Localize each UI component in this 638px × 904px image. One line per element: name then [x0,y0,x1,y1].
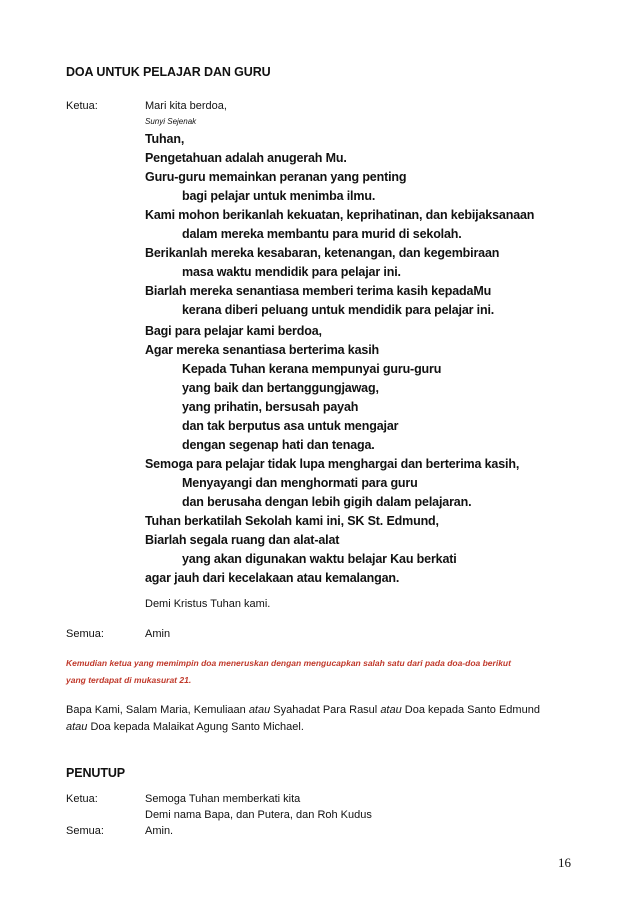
prayer-options-line-1 [66,704,540,716]
semua-response: Amin [145,628,171,640]
prayer-line: Guru-guru memainkan peranan yang penting [145,170,407,184]
prayer-line: dan tak berputus asa untuk mengajar [182,419,399,433]
prayer-options-text: Syahadat Para Rasul [270,704,381,716]
closing-section-title: PENUTUP [66,766,126,780]
prayer-line: Berikanlah mereka kesabaran, ketenangan, dan kegembiraan [145,246,500,260]
prayer-line: Biarlah mereka senantiasa memberi terima kasih kepadaMu [145,284,492,298]
prayer-line: kerana diberi peluang untuk mendidik para pelajar ini. [182,303,495,317]
prayer-options-line-2 [66,721,304,733]
penutup-ketua-line-1: Semoga Tuhan memberkati kita [145,793,301,805]
or-word: atau [380,704,402,716]
prayer-line: Semoga para pelajar tidak lupa menghargai dan berterima kasih, [145,457,520,471]
penutup-semua-response: Amin. [145,825,174,837]
prayer-line: Biarlah segala ruang dan alat-alat [145,533,340,547]
ketua-label: Ketua: [66,100,98,112]
prayer-line: dan berusaha dengan lebih gigih dalam pelajaran. [182,495,472,509]
penutup-semua-label: Semua: [66,825,104,837]
prayer-line: Menyayangi dan menghormati para guru [182,476,418,490]
prayer-options-text: Doa kepada Santo Edmund [401,704,540,716]
page-number: 16 [558,855,571,870]
penutup-ketua-line-2: Demi nama Bapa, dan Putera, dan Roh Kudus [145,809,372,821]
instruction-note-line-1: Kemudian ketua yang memimpin doa meneruskan dengan mengucapkan salah satu dari pada doa-doa berikut [66,658,511,668]
prayer-line: Tuhan, [145,132,185,146]
prayer-line: Tuhan berkatilah Sekolah kami ini, SK St. Edmund, [145,514,439,528]
prayer-line: yang baik dan bertanggungjawag, [182,381,379,395]
or-word: atau [66,721,88,733]
page-title: DOA UNTUK PELAJAR DAN GURU [66,65,271,79]
ketua-intro: Mari kita berdoa, [145,100,227,112]
prayer-options-text: Doa kepada Malaikat Agung Santo Michael. [87,721,304,733]
penutup-ketua-label: Ketua: [66,793,98,805]
prayer-line: dengan segenap hati dan tenaga. [182,438,375,452]
or-word: atau [248,704,271,716]
prayer-line: Kepada Tuhan kerana mempunyai guru-guru [182,362,442,376]
prayer-line: masa waktu mendidik para pelajar ini. [182,265,401,279]
instruction-note-line-2: yang terdapat di mukasurat 21. [66,675,192,685]
prayer-line: Bagi para pelajar kami berdoa, [145,324,322,338]
silence-note: Sunyi Sejenak [145,117,197,126]
prayer-line: Agar mereka senantiasa berterima kasih [145,343,380,357]
prayer-line: agar jauh dari kecelakaan atau kemalangan. [145,571,400,585]
prayer-line: Pengetahuan adalah anugerah Mu. [145,151,347,165]
prayer-line: bagi pelajar untuk menimba ilmu. [182,189,376,203]
closing-line: Demi Kristus Tuhan kami. [145,598,271,610]
prayer-line: yang akan digunakan waktu belajar Kau berkati [182,552,457,566]
prayer-line: yang prihatin, bersusah payah [182,400,359,414]
semua-label: Semua: [66,628,104,640]
prayer-options-text: Bapa Kami, Salam Maria, Kemuliaan [66,704,249,716]
prayer-line: Kami mohon berikanlah kekuatan, keprihatinan, dan kebijaksanaan [145,208,535,222]
prayer-line: dalam mereka membantu para murid di sekolah. [182,227,462,241]
